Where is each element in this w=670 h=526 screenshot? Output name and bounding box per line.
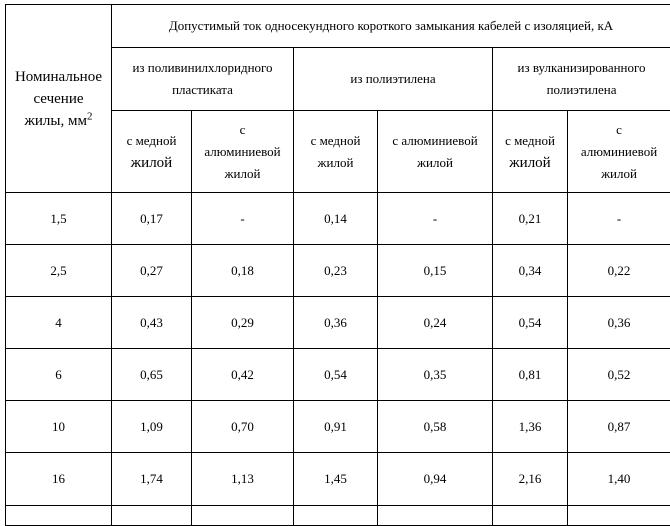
- value-cell: 0,58: [378, 401, 493, 453]
- value-cell: -: [568, 193, 670, 245]
- value-cell: 0,18: [192, 245, 294, 297]
- row-section: 10: [6, 401, 112, 453]
- value-cell: 0,94: [378, 453, 493, 506]
- value-cell: 0,36: [568, 297, 670, 349]
- conductor-copper-pe: [294, 111, 378, 193]
- table-row: [6, 297, 670, 349]
- value-cell: 0,91: [294, 401, 378, 453]
- value-cell: 0,65: [112, 349, 192, 401]
- value-cell: 0,23: [294, 245, 378, 297]
- section-header-line1: Номинальное: [15, 69, 102, 85]
- value-cell: 0,22: [568, 245, 670, 297]
- empty-cell: [294, 506, 378, 526]
- aluminum-label-line2: алюминиевой: [204, 144, 280, 159]
- value-cell: 0,15: [378, 245, 493, 297]
- section-header-line2: сечение: [33, 91, 83, 107]
- conductor-copper-xlpe: [493, 111, 568, 193]
- copper-label-line1: с медной: [505, 133, 555, 148]
- section-header-sup: 2: [87, 110, 93, 122]
- conductor-aluminum-pvc: [192, 111, 294, 193]
- table-row-partial: [6, 506, 670, 526]
- table-row: [6, 349, 670, 401]
- value-cell: 0,29: [192, 297, 294, 349]
- value-cell: 1,45: [294, 453, 378, 506]
- value-cell: 0,87: [568, 401, 670, 453]
- value-cell: 1,36: [493, 401, 568, 453]
- copper-label-line2: жилой: [318, 155, 354, 170]
- header-row-title: [6, 5, 670, 48]
- value-cell: 0,17: [112, 193, 192, 245]
- conductor-aluminum-pe: с алюминиевой жилой: [378, 111, 493, 193]
- aluminum-label-line2: алюминиевой: [581, 144, 657, 159]
- table-row: [6, 193, 670, 245]
- value-cell: 0,81: [493, 349, 568, 401]
- value-cell: 0,54: [493, 297, 568, 349]
- copper-label-line2: жилой: [131, 155, 172, 171]
- empty-cell: [568, 506, 670, 526]
- value-cell: 0,21: [493, 193, 568, 245]
- table-row: [6, 401, 670, 453]
- table-row: [6, 245, 670, 297]
- value-cell: 0,34: [493, 245, 568, 297]
- conductor-copper-pvc: [112, 111, 192, 193]
- value-cell: 0,27: [112, 245, 192, 297]
- aluminum-label-line3: жилой: [601, 166, 637, 181]
- material-vulcanized-polyethylene: из вулканизированного полиэтилена: [493, 48, 670, 111]
- value-cell: 1,09: [112, 401, 192, 453]
- section-header-cell: [6, 5, 112, 193]
- value-cell: 1,40: [568, 453, 670, 506]
- row-section: 6: [6, 349, 112, 401]
- empty-cell: [378, 506, 493, 526]
- value-cell: 0,70: [192, 401, 294, 453]
- value-cell: 0,54: [294, 349, 378, 401]
- empty-cell: [112, 506, 192, 526]
- row-section: 1,5: [6, 193, 112, 245]
- cable-short-circuit-table: [5, 4, 670, 526]
- value-cell: 0,42: [192, 349, 294, 401]
- value-cell: 0,14: [294, 193, 378, 245]
- value-cell: -: [192, 193, 294, 245]
- table-row: [6, 453, 670, 506]
- aluminum-label-line1: с: [616, 122, 622, 137]
- value-cell: 0,36: [294, 297, 378, 349]
- value-cell: 0,43: [112, 297, 192, 349]
- value-cell: 2,16: [493, 453, 568, 506]
- copper-label-line2: жилой: [509, 155, 550, 171]
- conductor-aluminum-xlpe: [568, 111, 670, 193]
- section-header-line3: жилы, мм: [25, 113, 87, 129]
- value-cell: 1,74: [112, 453, 192, 506]
- value-cell: -: [378, 193, 493, 245]
- copper-label-line1: с медной: [127, 133, 177, 148]
- aluminum-label-line3: жилой: [225, 166, 261, 181]
- copper-label-line1: с медной: [311, 133, 361, 148]
- value-cell: 0,35: [378, 349, 493, 401]
- row-section: 16: [6, 453, 112, 506]
- empty-cell: [493, 506, 568, 526]
- row-section: 4: [6, 297, 112, 349]
- value-cell: 1,13: [192, 453, 294, 506]
- material-polyethylene: из полиэтилена: [294, 48, 493, 111]
- material-pvc: из поливинилхлоридного пластиката: [112, 48, 294, 111]
- aluminum-label-line1: с: [240, 122, 246, 137]
- value-cell: 0,52: [568, 349, 670, 401]
- empty-cell: [192, 506, 294, 526]
- value-cell: 0,24: [378, 297, 493, 349]
- empty-cell: [6, 506, 112, 526]
- row-section: 2,5: [6, 245, 112, 297]
- table-title: Допустимый ток односекундного короткого замыкания кабелей с изоляцией, кА: [112, 5, 670, 48]
